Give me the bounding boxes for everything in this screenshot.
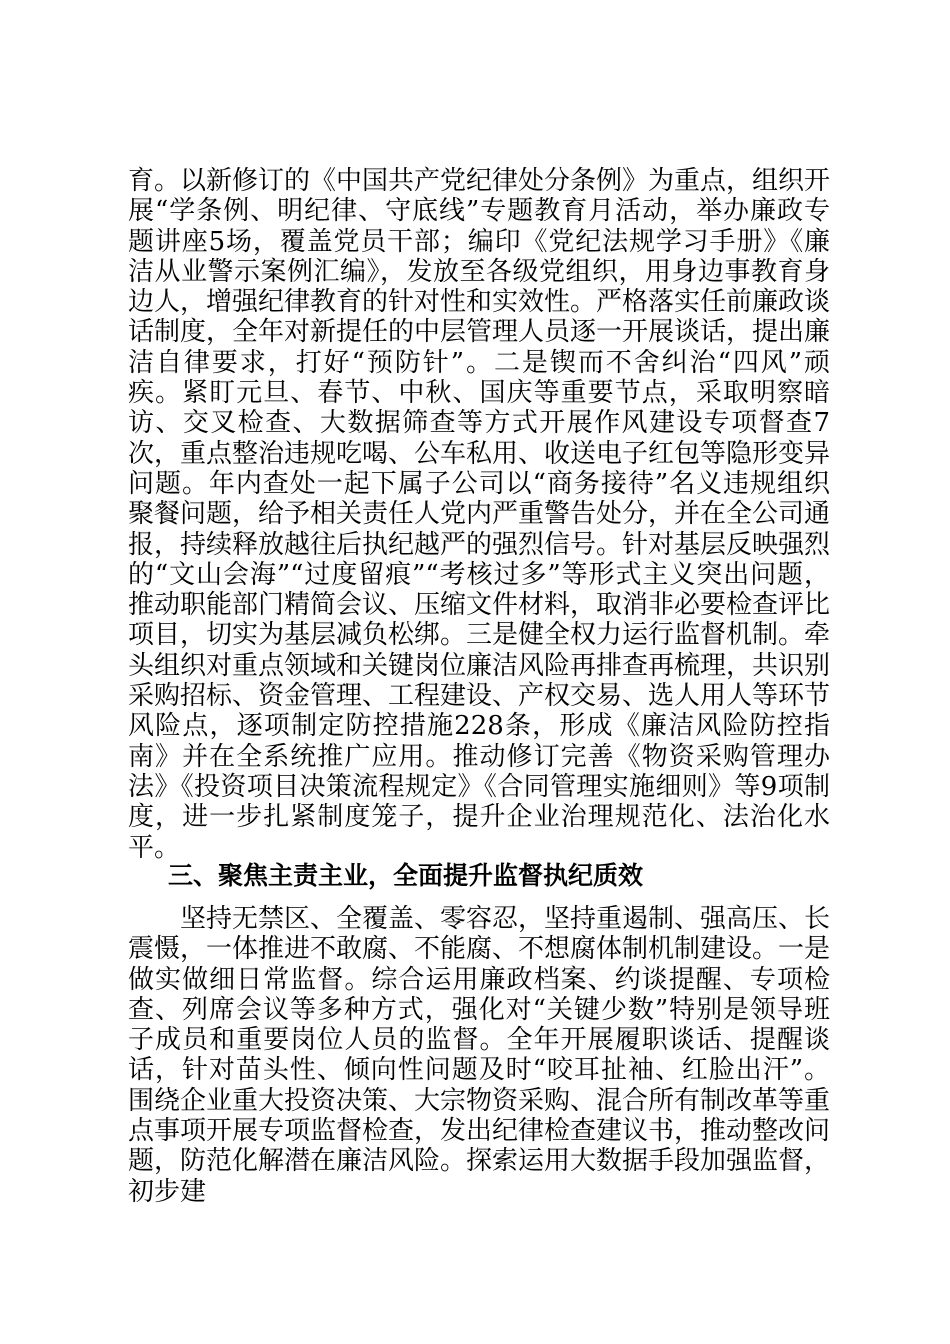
- body-paragraph-1: 育。以新修订的《中国共产党纪律处分条例》为重点，组织开展“学条例、明纪律、守底线”专题教育月活动，举办廉政专题讲座5场，覆盖党员干部；编印《党纪法规学习手册》《廉洁从业警示案例汇编》，发放至各级党组织，用身边事教育身边人，增强纪律教育的针对性和实效性。严格落实任前廉政谈话制度，全年对新提任的中层管理人员逐一开展谈话，提出廉洁自律要求，打好“预防针”。二是锲而不舍纠治“四风”顽疾。紧盯元旦、春节、中秋、国庆等重要节点，采取明察暗访、交叉检查、大数据筛查等方式开展作风建设专项督查7次，重点整治违规吃喝、公车私用、收送电子红包等隐形变异问题。年内查处一起下属子公司以“商务接待”名义违规组织聚餐问题，给予相关责任人党内严重警告处分，并在全公司通报，持续释放越往后执纪越严的强烈信号。针对基层反映强烈的“文山会海”“过度留痕”“考核过多”等形式主义突出问题，推动职能部门精简会议、压缩文件材料，取消非必要检查评比项目，切实为基层减负松绑。三是健全权力运行监督机制。牵头组织对重点领域和关键岗位廉洁风险再排查再梳理，共识别采购招标、资金管理、工程建设、产权交易、选人用人等环节风险点，逐项制定防控措施228条，形成《廉洁风险防控指南》并在全系统推广应用。推动修订完善《物资采购管理办法》《投资项目决策流程规定》《合同管理实施细则》等9项制度，进一步扎紧制度笼子，提升企业治理规范化、法治化水平。: [128, 166, 831, 863]
- section-heading: 三、聚焦主责主业，全面提升监督执纪质效: [168, 861, 644, 890]
- body-paragraph-2: 坚持无禁区、全覆盖、零容忍，坚持重遏制、强高压、长震慑，一体推进不敢腐、不能腐、不想腐体制机制建设。一是做实做细日常监督。综合运用廉政档案、约谈提醒、专项检查、列席会议等多种方式，强化对“关键少数”特别是领导班子成员和重要岗位人员的监督。全年开展履职谈话、提醒谈话，针对苗头性、倾向性问题及时“咬耳扯袖、红脸出汗”。围绕企业重大投资决策、大宗物资采购、混合所有制改革等重点事项开展专项监督检查，发出纪律检查建议书，推动整改问题，防范化解潜在廉洁风险。探索运用大数据手段加强监督，初步建: [128, 904, 831, 1207]
